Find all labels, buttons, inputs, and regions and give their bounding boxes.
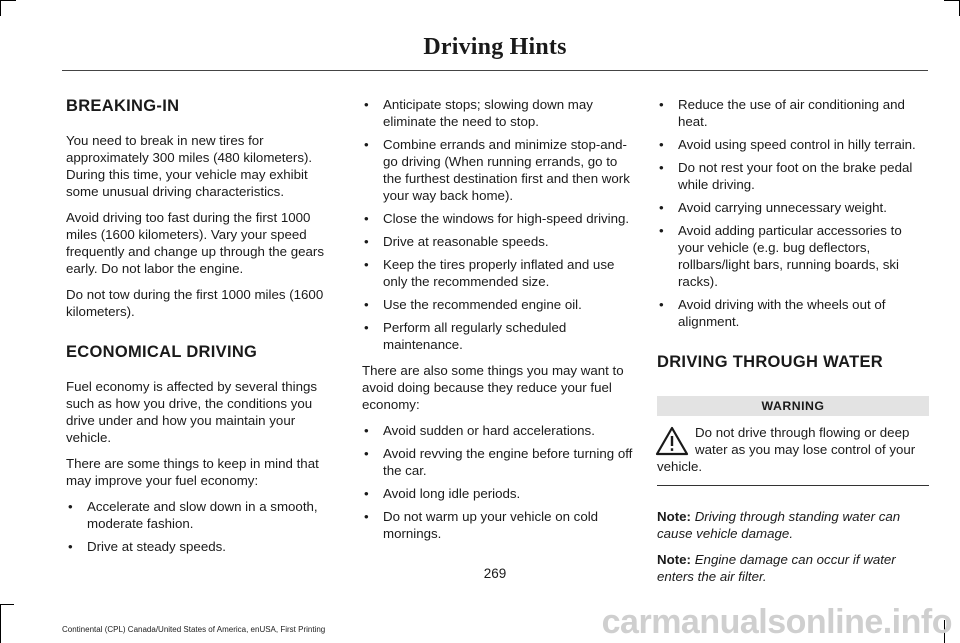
list-item: • Use the recommended engine oil. xyxy=(362,296,634,313)
crop-mark xyxy=(0,0,1,16)
list-item: • Close the windows for high-speed driving. xyxy=(362,210,634,227)
column-2 xyxy=(362,96,634,551)
watermark: carmanualsonline.info xyxy=(601,603,952,641)
section-heading-economical-driving: ECONOMICAL DRIVING xyxy=(66,343,258,361)
note-label: Note: xyxy=(657,509,691,524)
footer-text: Continental (CPL) Canada/United States of America, enUSA, First Printing xyxy=(62,625,326,634)
page-title: Driving Hints xyxy=(423,34,567,60)
list-item: • Avoid sudden or hard accelerations. xyxy=(362,422,634,439)
list-item: • Avoid driving with the wheels out of alignment. xyxy=(657,296,929,330)
warning-triangle-icon xyxy=(655,426,689,456)
list-item: • Reduce the use of air conditioning and heat. xyxy=(657,96,929,130)
list-item: • Do not rest your foot on the brake pedal while driving. xyxy=(657,159,929,193)
bullet-list xyxy=(657,96,929,330)
crop-mark xyxy=(0,604,1,643)
list-item: • Perform all regularly scheduled maintenance. xyxy=(362,319,634,353)
list-item: • Avoid using speed control in hilly terrain. xyxy=(657,136,929,153)
warning-text: Do not drive through flowing or deep water as you may lose control of your vehicle. xyxy=(657,425,916,474)
crop-mark xyxy=(0,0,16,1)
header-divider xyxy=(62,70,928,71)
warning-box xyxy=(657,424,929,486)
list-item: • Anticipate stops; slowing down may eliminate the need to stop. xyxy=(362,96,634,130)
list-item: • Drive at reasonable speeds. xyxy=(362,233,634,250)
list-item: • Combine errands and minimize stop-and-go driving (When running errands, go to the furthest destination first and then work your way back home). xyxy=(362,136,634,204)
section-heading-breaking-in: BREAKING-IN xyxy=(66,97,180,115)
crop-mark xyxy=(0,604,14,605)
note-label: Note: xyxy=(657,552,691,567)
list-item: • Avoid revving the engine before turning off the car. xyxy=(362,445,634,479)
bullet-list xyxy=(362,96,634,353)
crop-mark xyxy=(944,0,960,1)
paragraph: There are some things to keep in mind that may improve your fuel economy: xyxy=(66,456,319,488)
page-number: 269 xyxy=(483,566,507,581)
paragraph: There are also some things you may want to avoid doing because they reduce your fuel economy: xyxy=(362,363,624,412)
column-3 xyxy=(657,96,929,594)
list-item: • Do not warm up your vehicle on cold mornings. xyxy=(362,508,634,542)
note-text: Driving through standing water can cause vehicle damage. xyxy=(657,509,901,541)
list-item: • Avoid adding particular accessories to your vehicle (e.g. bug deflectors, rollbars/light bars, running boards, ski racks). xyxy=(657,222,929,290)
paragraph: Do not tow during the first 1000 miles (1600 kilometers). xyxy=(66,287,324,319)
list-item: • Accelerate and slow down in a smooth, moderate fashion. xyxy=(66,498,340,532)
note-text: Engine damage can occur if water enters the air filter. xyxy=(657,552,896,584)
section-heading-driving-through-water: DRIVING THROUGH WATER xyxy=(657,353,883,371)
warning-label: WARNING xyxy=(657,396,929,416)
note xyxy=(657,508,929,542)
bullet-list xyxy=(362,422,634,542)
list-item: • Keep the tires properly inflated and use only the recommended size. xyxy=(362,256,634,290)
list-item: • Avoid long idle periods. xyxy=(362,485,634,502)
paragraph: Avoid driving too fast during the first 1000 miles (1600 kilometers). Vary your speed frequently and change up through the gears early. Do not labor the engine. xyxy=(66,210,325,276)
list-item: • Avoid carrying unnecessary weight. xyxy=(657,199,929,216)
paragraph: Fuel economy is affected by several things such as how you drive, the conditions you drive under and how you maintain your vehicle. xyxy=(66,379,318,445)
column-1 xyxy=(66,96,340,564)
bullet-list xyxy=(66,498,340,555)
list-item: • Drive at steady speeds. xyxy=(66,538,340,555)
paragraph: You need to break in new tires for approximately 300 miles (480 kilometers). During this time, your vehicle may exhibit some unusual driving characteristics. xyxy=(66,133,313,199)
